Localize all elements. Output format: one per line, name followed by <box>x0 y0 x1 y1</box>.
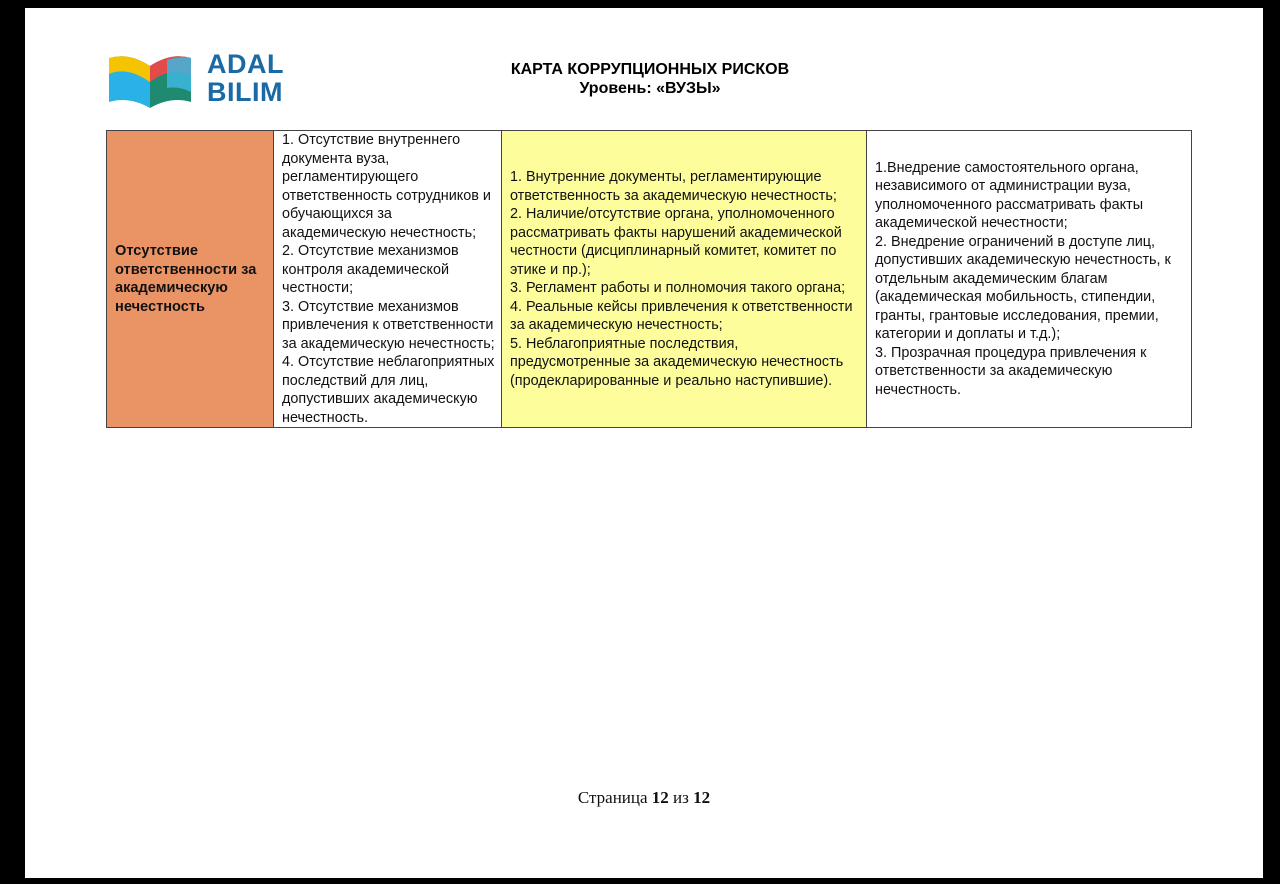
adal-bilim-logo <box>107 50 307 112</box>
list-item: 2. Отсутствие механизмов контроля академической честности; <box>282 243 459 296</box>
list-item: 4. Отсутствие неблагоприятных последствий для лиц, допустивших академическую нечестность. <box>282 354 495 426</box>
list-item: 3. Прозрачная процедура привлечения к ответственности за академическую нечестность. <box>875 344 1147 398</box>
page-counter <box>25 788 1263 808</box>
recommendations-cell <box>867 131 1192 428</box>
page-separator: из <box>673 788 689 807</box>
list-item: 3. Регламент работы и полномочия такого органа; <box>510 280 846 296</box>
indicators-cell <box>502 131 867 428</box>
list-item: 5. Неблагоприятные последствия, предусмотренные за академическую нечестность (продекларированные и реально наступившие). <box>510 335 844 389</box>
list-item: 4. Реальные кейсы привлечения к ответственности за академическую нечестность; <box>510 298 853 333</box>
list-item: 2. Наличие/отсутствие органа, уполномоченного рассматривать факты нарушений академической честности (дисциплинарный комитет, комитет по этике и пр.); <box>510 206 842 278</box>
table-row <box>107 131 1192 428</box>
risk-cell: Отсутствие ответственности за академическую нечестность <box>107 131 274 428</box>
list-item: 3. Отсутствие механизмов привлечения к ответственности за академическую нечестность; <box>282 298 495 352</box>
logo-text-line2: BILIM <box>207 77 283 107</box>
list-item: 1. Отсутствие внутреннего документа вуза, регламентирующего ответственность сотрудников и обучающихся за академическую нечестность; <box>282 132 491 241</box>
factors-cell <box>274 131 502 428</box>
risk-table <box>106 130 1192 428</box>
document-page <box>25 8 1263 878</box>
logo-text-line1: ADAL <box>207 49 284 79</box>
book-logo-icon <box>107 52 193 110</box>
list-item: 1. Внутренние документы, регламентирующие ответственность за академическую нечестность; <box>510 169 837 204</box>
page-label: Страница <box>577 788 648 807</box>
list-item: 2. Внедрение ограничений в доступе лиц, допустивших академическую нечестность, к отдельным академическим благам (академическая мобильность, стипендии, гранты, грантовые исследования, премии, категории и доплаты и т.д.); <box>875 233 1171 343</box>
document-title: КАРТА КОРРУПЦИОННЫХ РИСКОВ <box>510 61 790 78</box>
current-page: 12 <box>651 788 669 807</box>
document-subtitle: Уровень: «ВУЗЫ» <box>579 80 721 97</box>
list-item: 1.Внедрение самостоятельного органа, независимого от администрации вуза, уполномоченного рассматривать факты академической нечестности; <box>875 159 1144 232</box>
total-pages: 12 <box>693 788 711 807</box>
header <box>385 60 915 98</box>
